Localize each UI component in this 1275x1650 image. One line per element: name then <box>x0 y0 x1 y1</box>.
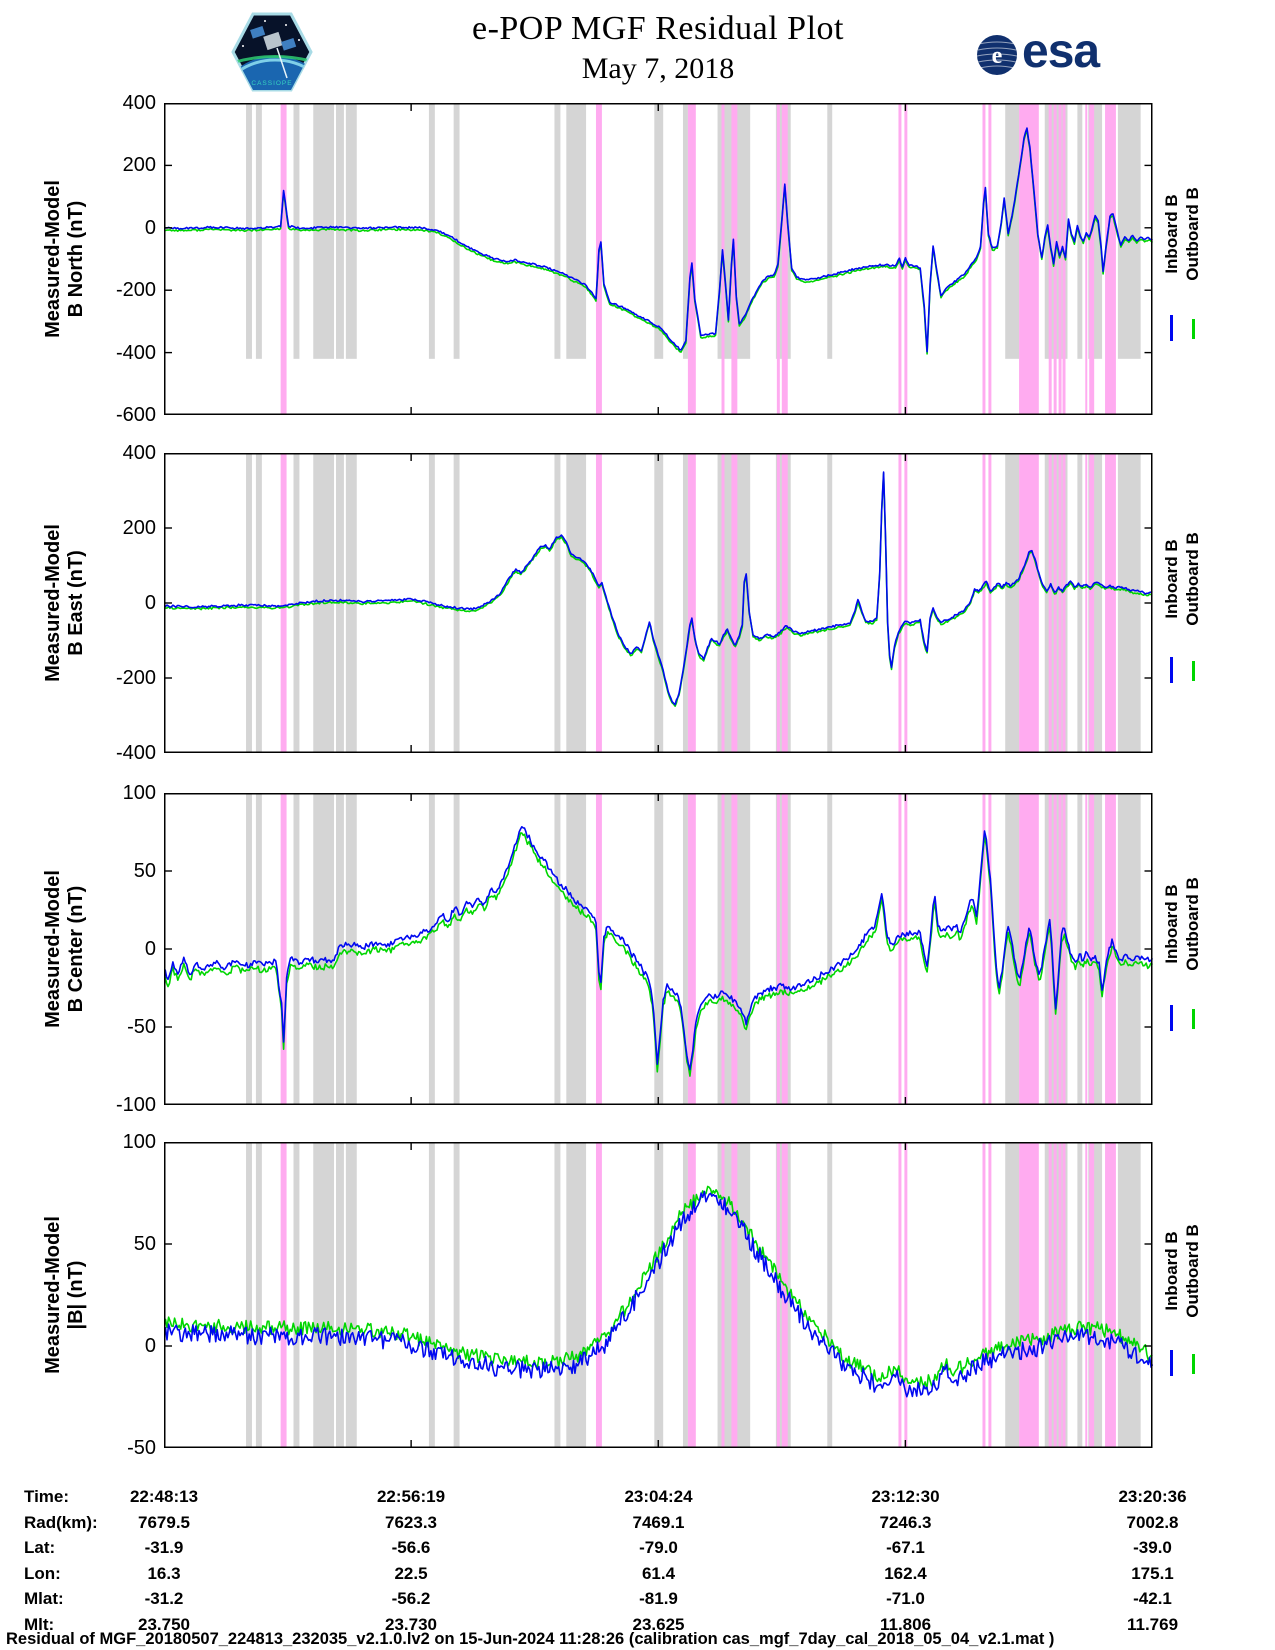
pink-flag-band <box>281 453 287 753</box>
legend-outboard-mark <box>1192 661 1195 681</box>
pink-flag-band <box>1054 793 1057 1105</box>
info-cell: -81.9 <box>639 1589 678 1609</box>
y-tick-label: 50 <box>133 860 156 882</box>
pink-flag-band <box>898 793 901 1105</box>
pink-flag-band <box>782 453 788 753</box>
pink-flag-band <box>1059 453 1062 753</box>
pink-flag-band <box>1019 1142 1039 1448</box>
gray-flag-band <box>346 1142 357 1448</box>
legend-b-north <box>1161 159 1205 309</box>
y-axis-label-line1: Measured-Model <box>42 524 64 682</box>
esa-logo <box>976 25 1100 79</box>
pink-flag-band <box>1089 1142 1094 1448</box>
gray-flag-band <box>827 1142 832 1448</box>
pink-flag-band <box>1059 103 1062 415</box>
gray-flag-band <box>1005 1142 1019 1448</box>
info-cell: 11.769 <box>1126 1615 1179 1634</box>
pink-flag-band <box>988 453 991 753</box>
gray-flag-band <box>654 103 663 359</box>
info-cell: 23.750 <box>138 1615 190 1634</box>
legend-inboard-mark <box>1170 657 1173 683</box>
legend-b-east <box>1161 504 1205 654</box>
y-tick-label: -50 <box>127 1016 156 1038</box>
info-cell: -71.0 <box>886 1589 925 1609</box>
pink-flag-band <box>722 1142 725 1448</box>
info-cell: 175.1 <box>1131 1563 1174 1583</box>
y-tick-label: -400 <box>115 341 156 364</box>
pink-flag-band <box>596 453 602 753</box>
gray-flag-band <box>1118 453 1141 753</box>
gray-flag-band <box>554 1142 560 1448</box>
gray-flag-band <box>454 453 460 753</box>
info-cell: -42.1 <box>1133 1589 1172 1609</box>
pink-flag-band <box>782 103 788 415</box>
y-axis-label-line2: B North (nT) <box>65 200 87 318</box>
pink-flag-band <box>688 1142 696 1448</box>
panel-b-east <box>164 453 1153 753</box>
cassiope-patch-icon <box>231 12 313 92</box>
pink-flag-band <box>898 453 901 753</box>
pink-flag-band <box>1105 103 1116 415</box>
info-cell: 11.806 <box>879 1615 932 1634</box>
info-cell: 162.4 <box>884 1563 927 1583</box>
info-row-label: Lat: <box>24 1538 56 1558</box>
legend-outboard-mark <box>1192 319 1195 339</box>
gray-flag-band <box>313 793 334 1105</box>
pink-flag-band <box>1054 453 1057 753</box>
gray-flag-band <box>256 453 262 753</box>
info-cell: 23.730 <box>385 1615 437 1634</box>
pink-flag-band <box>982 103 985 415</box>
esa-globe-icon <box>976 34 1018 76</box>
gray-flag-band <box>566 1142 586 1448</box>
y-tick-label: 0 <box>144 216 156 239</box>
pink-flag-band <box>281 793 287 1105</box>
gray-flag-band <box>654 1142 663 1448</box>
gray-flag-band <box>246 453 252 753</box>
cassiope-patch-logo <box>231 12 313 97</box>
gray-flag-band <box>454 1142 460 1448</box>
y-tick-label: -50 <box>127 1437 156 1459</box>
panel-b-magnitude <box>164 1142 1153 1448</box>
gray-flag-band <box>566 453 586 753</box>
pink-flag-band <box>1089 793 1094 1105</box>
pink-flag-band <box>988 1142 991 1448</box>
pink-flag-band <box>722 793 725 1105</box>
gray-flag-band <box>246 1142 252 1448</box>
pink-flag-band <box>1049 1142 1052 1448</box>
pink-flag-band <box>988 793 991 1105</box>
panel-b-center <box>164 793 1153 1105</box>
gray-flag-band <box>1077 1142 1082 1448</box>
gray-flag-band <box>454 793 460 1105</box>
y-axis-label-line1: Measured-Model <box>42 1216 64 1374</box>
legend-outboard-label: Outboard B <box>1183 1223 1202 1318</box>
gray-flag-band <box>293 1142 299 1448</box>
gray-flag-band <box>256 1142 262 1448</box>
y-tick-label: -400 <box>115 742 156 764</box>
gray-flag-band <box>336 1142 344 1448</box>
y-axis-label-line2: B Center (nT) <box>65 885 87 1013</box>
y-axis-label-line1: Measured-Model <box>42 870 64 1028</box>
info-row-label: Lon: <box>24 1563 61 1583</box>
gray-flag-band <box>293 103 299 359</box>
info-cell: 7002.8 <box>1126 1512 1179 1532</box>
legend-outboard-label: Outboard B <box>1183 877 1202 971</box>
pink-flag-band <box>982 1142 985 1448</box>
info-cell: -67.1 <box>886 1538 925 1558</box>
pink-flag-band <box>1049 103 1052 415</box>
pink-flag-band <box>782 793 788 1105</box>
pink-flag-band <box>1059 1142 1062 1448</box>
info-row-label: Time: <box>24 1487 70 1506</box>
pink-flag-band <box>982 453 985 753</box>
info-cell: 22:48:13 <box>129 1487 199 1506</box>
info-cell: 22:56:19 <box>376 1487 446 1506</box>
y-axis-label-line1: Measured-Model <box>42 180 64 338</box>
legend-b-magnitude <box>1161 1196 1205 1346</box>
gray-flag-band <box>1118 793 1141 1105</box>
info-cell: 23:12:30 <box>871 1487 940 1506</box>
y-tick-label: 200 <box>122 154 156 177</box>
gray-flag-band <box>1005 453 1019 753</box>
y-tick-label: -600 <box>115 404 156 426</box>
footer-text: Residual of MGF_20180507_224813_232035_v2.1.0.lv2 on 15-Jun-2024 11:28:26 (calibration cas_mgf_7day_cal_2018_05_04_v2.1.mat ) <box>6 1630 1055 1648</box>
info-cell: 16.3 <box>147 1563 181 1583</box>
pink-flag-band <box>898 1142 901 1448</box>
y-tick-label: 0 <box>144 592 156 614</box>
legend-b-center <box>1161 849 1205 999</box>
page-title: e-POP MGF Residual Plot <box>471 10 844 47</box>
pink-flag-band <box>1019 453 1039 753</box>
pink-flag-band <box>731 793 737 1105</box>
gray-flag-band <box>336 103 344 359</box>
panel-b-north <box>164 103 1153 415</box>
y-tick-label: 400 <box>122 442 156 464</box>
info-cell: 7246.3 <box>879 1512 932 1532</box>
gray-flag-band <box>429 1142 435 1448</box>
cassiope-patch-label: CASSIOPE <box>251 80 293 87</box>
y-axis-label-b-north <box>42 109 90 409</box>
gray-flag-band <box>1118 1142 1141 1448</box>
gray-flag-band <box>454 103 460 359</box>
y-tick-label: -200 <box>115 279 156 302</box>
svg-text:e: e <box>991 42 1003 69</box>
gray-flag-band <box>554 103 560 359</box>
info-cell: 23.625 <box>632 1615 685 1634</box>
legend-inboard-label: Inboard B <box>1162 884 1181 964</box>
info-cell: -56.6 <box>391 1538 431 1558</box>
info-cell: 7623.3 <box>385 1512 437 1532</box>
pink-flag-band <box>777 1142 780 1448</box>
y-tick-label: -200 <box>115 667 156 689</box>
info-row-label: Mlt: <box>24 1615 55 1634</box>
pink-flag-band <box>1019 793 1039 1105</box>
pink-flag-band <box>722 453 725 753</box>
info-cell: -31.9 <box>144 1538 184 1558</box>
pink-flag-band <box>688 103 696 415</box>
y-axis-label-b-magnitude <box>42 1145 90 1445</box>
legend-outboard-label: Outboard B <box>1183 187 1202 281</box>
info-cell: 22.5 <box>394 1563 428 1583</box>
pink-flag-band <box>1085 453 1087 753</box>
gray-flag-band <box>293 793 299 1105</box>
legend-inboard-mark <box>1170 1005 1173 1031</box>
gray-flag-band <box>313 1142 334 1448</box>
info-cell: 23:04:24 <box>624 1487 693 1506</box>
pink-flag-band <box>1089 103 1094 415</box>
y-tick-label: 400 <box>122 92 156 114</box>
pink-flag-band <box>777 793 780 1105</box>
pink-flag-band <box>596 1142 602 1448</box>
y-tick-label: 0 <box>144 938 156 960</box>
gray-flag-band <box>654 453 663 753</box>
gray-flag-band <box>1118 103 1141 359</box>
pink-flag-band <box>904 793 907 1105</box>
gray-flag-band <box>566 103 586 359</box>
gray-flag-band <box>827 793 832 1105</box>
gray-flag-band <box>429 793 435 1105</box>
y-tick-label: -100 <box>115 1094 156 1116</box>
pink-flag-band <box>1063 1142 1066 1448</box>
info-row-label: Rad(km): <box>24 1512 98 1532</box>
info-cell: 7679.5 <box>138 1512 190 1532</box>
pink-flag-band <box>777 453 780 753</box>
legend-outboard-mark <box>1192 1354 1195 1374</box>
gray-flag-band <box>554 453 560 753</box>
legend-inboard-label: Inboard B <box>1162 194 1181 274</box>
info-cell: -56.2 <box>391 1589 431 1609</box>
legend-inboard-mark <box>1170 315 1173 341</box>
y-axis-label-line2: B East (nT) <box>65 550 87 656</box>
pink-flag-band <box>1105 1142 1116 1448</box>
legend-inboard-label: Inboard B <box>1162 539 1181 619</box>
info-row-label: Mlat: <box>24 1589 64 1609</box>
pink-flag-band <box>281 1142 287 1448</box>
y-axis-label-line2: |B| (nT) <box>65 1260 87 1330</box>
legend-outboard-mark <box>1192 1009 1195 1029</box>
info-cell: -39.0 <box>1133 1538 1172 1558</box>
legend-outboard-label: Outboard B <box>1183 532 1202 626</box>
pink-flag-band <box>1085 1142 1087 1448</box>
info-cell: -79.0 <box>639 1538 678 1558</box>
pink-flag-band <box>1063 793 1066 1105</box>
y-tick-label: 100 <box>122 782 156 804</box>
gray-flag-band <box>336 793 344 1105</box>
esa-wordmark: esa <box>1022 25 1100 78</box>
pink-flag-band <box>1105 453 1116 753</box>
info-cell: 7469.1 <box>632 1512 685 1532</box>
pink-flag-band <box>731 1142 737 1448</box>
pink-flag-band <box>731 453 737 753</box>
legend-inboard-mark <box>1170 1350 1173 1376</box>
pink-flag-band <box>1085 103 1087 415</box>
gray-flag-band <box>827 453 832 753</box>
info-cell: 23:20:36 <box>1118 1487 1187 1506</box>
y-tick-label: 200 <box>122 517 156 539</box>
info-cell: 61.4 <box>641 1563 676 1583</box>
pink-flag-band <box>1063 453 1066 753</box>
page-date: May 7, 2018 <box>581 52 735 85</box>
pink-flag-band <box>782 1142 788 1448</box>
gray-flag-band <box>256 793 262 1105</box>
y-tick-label: 0 <box>144 1335 156 1357</box>
y-axis-label-b-center <box>42 799 90 1099</box>
y-tick-label: 50 <box>133 1233 156 1255</box>
gray-flag-band <box>1077 453 1082 753</box>
gray-flag-band <box>246 793 252 1105</box>
gray-flag-band <box>827 103 832 359</box>
pink-flag-band <box>988 103 991 415</box>
gray-flag-band <box>683 1142 688 1448</box>
y-axis-label-b-east <box>42 453 90 753</box>
pink-flag-band <box>1085 793 1087 1105</box>
legend-inboard-label: Inboard B <box>1162 1230 1181 1311</box>
pink-flag-band <box>1089 453 1094 753</box>
info-cell: -31.2 <box>144 1589 184 1609</box>
pink-flag-band <box>904 453 907 753</box>
pink-flag-band <box>1049 453 1052 753</box>
pink-flag-band <box>281 103 287 415</box>
pink-flag-band <box>904 1142 907 1448</box>
pink-flag-band <box>688 453 696 753</box>
y-tick-label: 100 <box>122 1131 156 1153</box>
gray-flag-band <box>566 793 586 1105</box>
gray-flag-band <box>683 453 688 753</box>
gray-flag-band <box>1077 793 1082 1105</box>
gray-flag-band <box>554 793 560 1105</box>
pink-flag-band <box>1054 1142 1057 1448</box>
